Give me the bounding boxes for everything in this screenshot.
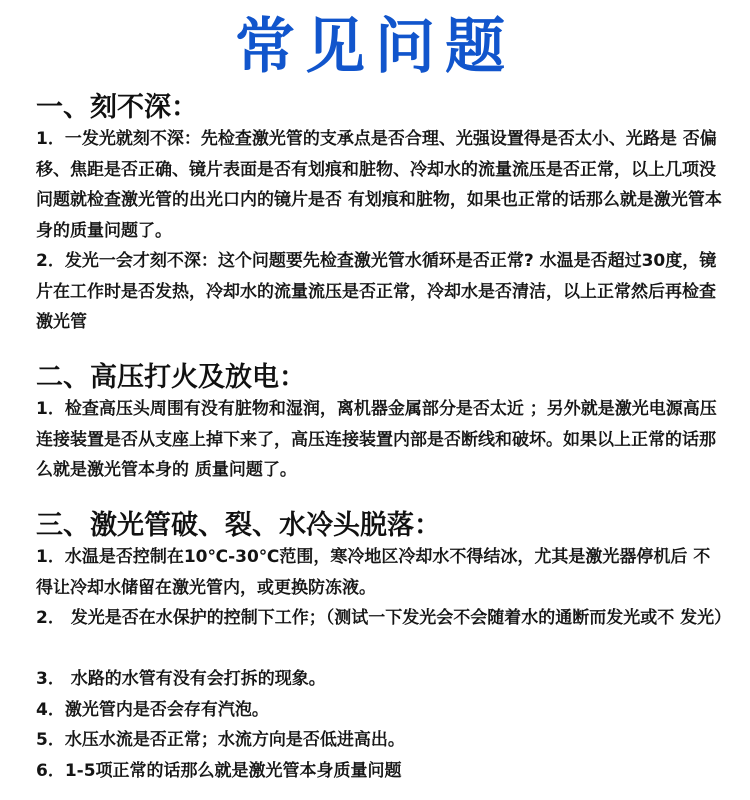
faq-item-3-1: 1．水温是否控制在10℃-30℃范围，寒冷地区冷却水不得结冰，尤其是激光器停机后 不得让冷却水储留在激光管内，或更换防冻液。 [36, 547, 711, 598]
faq-item-3-3: 3． 水路的水管有没有会打拆的现象。 [36, 669, 326, 689]
section-heading-tube-crack: 三、激光管破、裂、水冷头脱落： [36, 510, 441, 541]
faq-item-1-1: 1．一发光就刻不深：先检查激光管的支承点是否合理、光强设置得是否太小、光路是 否偏移、焦距是否正确、镜片表面是否有划痕和脏物、冷却水的流量流压是否正常，以上几项没问题就检查激光管的出光口内的镜片是否 有划痕和脏物，如果也正常的话那么就是激光管本身的质量问题了。 [36, 129, 722, 241]
section-heading-high-voltage-arcing: 二、高压打火及放电： [36, 362, 306, 393]
faq-item-3-6: 6．1-5项正常的话那么就是激光管本身质量问题 [36, 760, 402, 781]
faq-item-3-4: 4．激光管内是否会存有汽泡。 [36, 699, 269, 720]
page-title: 常见问题 [235, 12, 515, 82]
faq-item-3-2: 2． 发光是否在水保护的控制下工作；（测试一下发光会不会随着水的通断而发光或不 发光） [36, 608, 732, 628]
section-heading-shallow-engraving: 一、刻不深： [36, 92, 198, 123]
faq-item-1-2: 2．发光一会才刻不深：这个问题要先检查激光管水循环是否正常? 水温是否超过30度，镜片在工作时是否发热，冷却水的流量流压是否正常，冷却水是否清洁，以上正常然后再检查激光管 [36, 251, 717, 332]
faq-item-2-1: 1．检查高压头周围有没有脏物和湿润，离机器金属部分是否太近 ；另外就是激光电源高压连接装置是否从支座上掉下来了，高压连接装置内部是否断线和破坏。如果以上正常的话那么就是激光管本身的 质量问题了。 [36, 399, 717, 480]
faq-item-3-5: 5．水压水流是否正常；水流方向是否低进高出。 [36, 730, 405, 750]
